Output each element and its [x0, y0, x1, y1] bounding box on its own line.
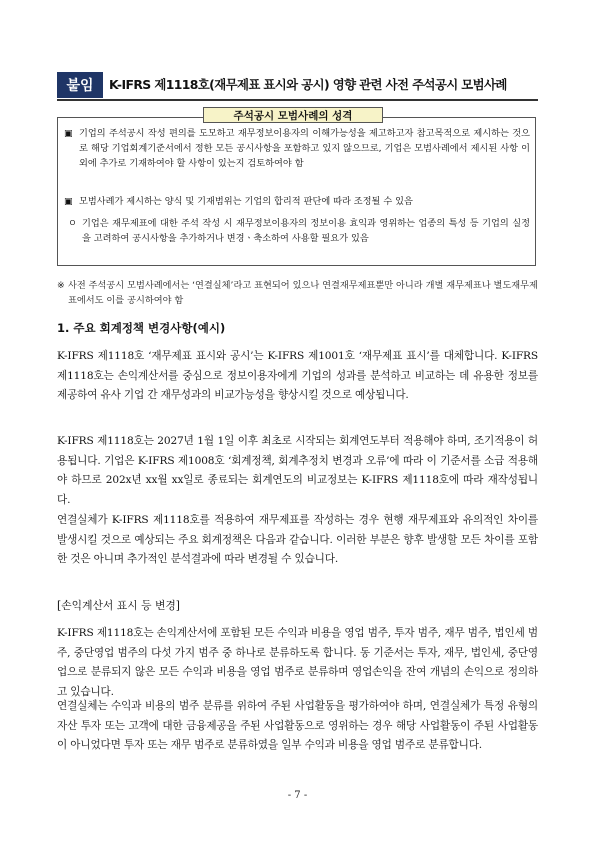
- paragraph: K-IFRS 제1118호는 2027년 1월 1일 이후 최초로 시작되는 회계연도부터 적용해야 하며, 조기적용이 허용됩니다. 기업은 K-IFRS 제1008호 ‘회계정책, 회계추정치 변경과 오류’에 따라 이 기준서를 소급 적용해야 하므로 202x년 xx월 xx일로 종료되는 회계연도의 비교정보는 K-IFRS 제1118호에 따라 재작성됩니다.: [57, 435, 538, 506]
- paragraph: 연결실체가 K-IFRS 제1118호를 적용하여 재무제표를 작성하는 경우 현행 재무제표와 유의적인 차이를 발생시킬 것으로 예상되는 주요 회계정책은 다음과 같습니다. 이러한 부분은 향후 발생할 모든 차이를 포함한 것은 아니며 추가적인 분석결과에 따라 변경될 수 있습니다.: [57, 514, 538, 566]
- paragraph: K-IFRS 제1118호 ‘재무제표 표시와 공시’는 K-IFRS 제1001호 ‘재무제표 표시’를 대체합니다. K-IFRS 제1118호는 손익계산서를 중심으로 정보이용자에게 기업의 성과를 분석하고 비교하는 데 유용한 정보를 제공하여 유사 기업 간 재무성과의 비교가능성을 향상시킬 것으로 예상됩니다.: [57, 350, 538, 402]
- box-bullet-icon: ▣: [64, 196, 73, 207]
- header-rule: [57, 99, 538, 101]
- page-header: [57, 72, 538, 98]
- box-item: [64, 126, 530, 171]
- guideline-box: [57, 117, 536, 266]
- subsection-heading: [손익계산서 표시 등 변경]: [57, 599, 181, 612]
- footnote: [57, 278, 539, 308]
- section-heading: 1. 주요 회계정책 변경사항(예시): [57, 321, 226, 335]
- box-item: [64, 194, 530, 209]
- box-item: [68, 216, 530, 246]
- footnote-text: 사전 주석공시 모범사례에서는 ‘연결실체’라고 표현되어 있으나 연결재무제표뿐만 아니라 개별 재무제표나 별도재무제표에서도 이를 공시하여야 함: [68, 280, 538, 306]
- paragraph: 연결실체는 수익과 비용의 범주 분류를 위하여 주된 사업활동을 평가하여야 하며, 연결실체가 특정 유형의 자산 투자 또는 고객에 대한 금융제공을 주된 사업활동으로 영위하는 경우 해당 사업활동이 주된 사업활동이 아니었다면 투자 또는 재무 범주로 분류하였을 일부 수익과 비용을 영업 범주로 분류합니다.: [57, 700, 538, 752]
- box-bullet-icon: ▣: [64, 128, 73, 139]
- box-item-text: 기업은 재무제표에 대한 주석 작성 시 재무정보이용자의 정보이용 효익과 영위하는 업종의 특성 등 기업의 실정을 고려하여 공시사항을 추가하거나 변경ㆍ축소하여 사용할 필요가 있음: [82, 218, 530, 244]
- box-title: 주석공시 모범사례의 성격: [203, 107, 383, 123]
- circle-bullet-icon: ㅇ: [68, 218, 77, 229]
- note-mark-icon: ※: [57, 280, 65, 291]
- page-title: K-IFRS 제1118호(재무제표 표시와 공시) 영향 관련 사전 주석공시 모범사례: [109, 77, 507, 92]
- box-item-text: 모범사례가 제시하는 양식 및 기재범위는 기업의 합리적 판단에 따라 조정될 수 있음: [79, 196, 413, 207]
- paragraph: K-IFRS 제1118호는 손익계산서에 포함된 모든 수익과 비용을 영업 범주, 투자 범주, 재무 범주, 법인세 범주, 중단영업 범주의 다섯 가지 범주 중 하나로 분류하도록 합니다. 동 기준서는 투자, 재무, 법인세, 중단영업으로 분류되지 않은 모든 수익과 비용을 영업 범주로 분류하며 영업손익을 잔여 개념의 손익으로 정의하고 있습니다.: [57, 627, 538, 698]
- box-item-text: 기업의 주석공시 작성 편의를 도모하고 재무정보이용자의 이해가능성을 제고하고자 참고목적으로 제시하는 것으로 해당 기업회계기준서에서 정한 모든 공시사항을 포함하고 있지 않으므로, 기업은 모범사례에서 제시된 사항 이외에 추가로 기재하여야 할 사항이 있는지 검토하여야 함: [79, 128, 530, 169]
- page-number: - 7 -: [287, 790, 308, 801]
- attachment-tag: 붙임: [57, 72, 103, 98]
